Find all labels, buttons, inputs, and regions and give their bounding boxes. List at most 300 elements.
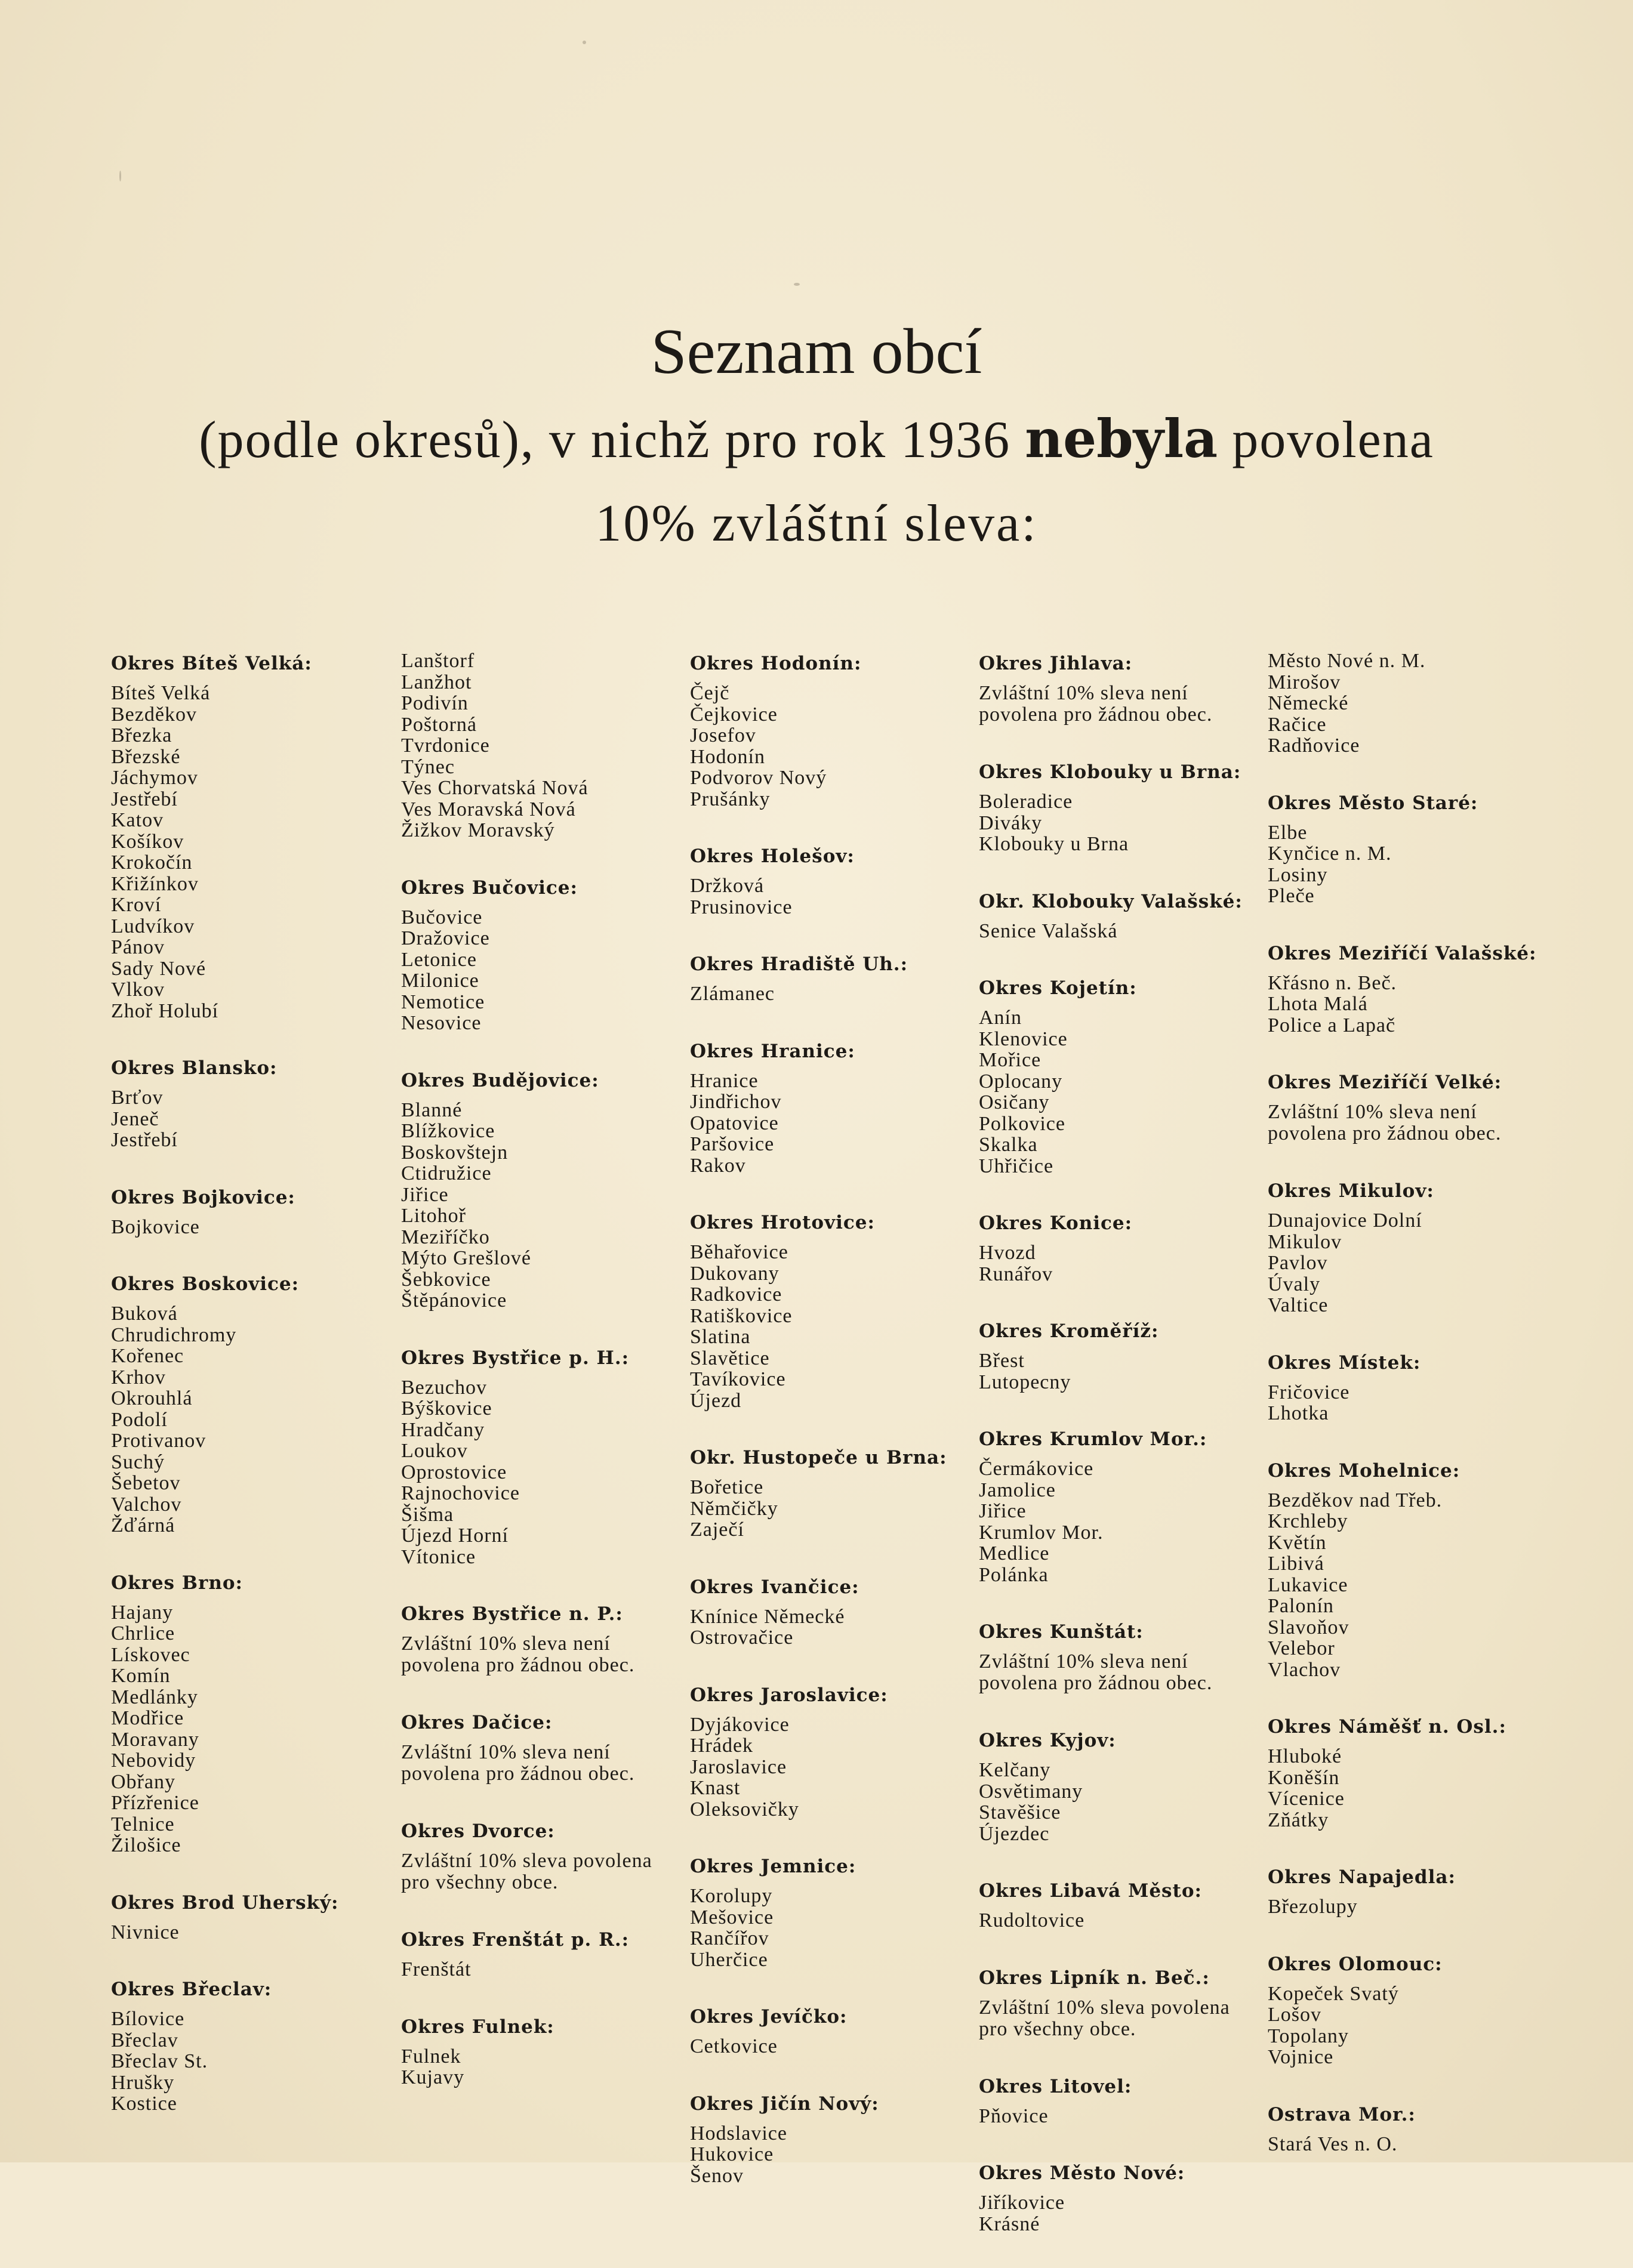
district-block: [1268, 1864, 1548, 1918]
municipality-list: [111, 1922, 392, 1943]
municipality-list: [1268, 1746, 1548, 1831]
municipality-name: Čejkovice: [690, 703, 778, 726]
municipality-name: Vlkov: [111, 979, 165, 1001]
subtitle-start: (podle okresů), v nichž pro rok 1936: [199, 411, 1025, 469]
municipality-list: [111, 2008, 392, 2115]
municipality-list: [979, 1910, 1259, 1931]
municipality-name: Nebovidy: [111, 1749, 196, 1772]
municipality-list: [979, 2106, 1259, 2127]
municipality-name: Březka: [111, 724, 172, 746]
municipality-name: Kostice: [111, 2093, 177, 2115]
municipality-name: Meziříčko: [401, 1226, 490, 1248]
municipality-name: Hukovice: [690, 2143, 774, 2165]
municipality-name: Runářov: [979, 1263, 1053, 1285]
paper-speck: [119, 171, 121, 181]
municipality-name: Blížkovice: [401, 1120, 495, 1142]
municipality-name: Sady Nové: [111, 957, 207, 980]
municipality-name: Květín: [1268, 1531, 1327, 1554]
column-4: [979, 650, 1259, 2268]
district-heading: Okres Bojkovice:: [111, 1186, 295, 1208]
municipality-name: Dukovany: [690, 1262, 779, 1285]
municipality-name: Býškovice: [401, 1397, 492, 1420]
district-block: [1268, 1178, 1548, 1316]
municipality-name: Mikulov: [1268, 1230, 1342, 1253]
municipality-name: Pňovice: [979, 2105, 1049, 2127]
district-block: [979, 1965, 1259, 2040]
municipality-name: Fulnek: [401, 2045, 461, 2068]
municipality-name: Břeclav: [111, 2029, 178, 2051]
municipality-name: Brťov: [111, 1087, 164, 1109]
municipality-name: Kroví: [111, 894, 162, 916]
district-heading: Okres Konice:: [979, 1212, 1133, 1234]
municipality-name: Valchov: [111, 1493, 182, 1516]
municipality-name: Slavětice: [690, 1347, 770, 1369]
municipality-name: Kelčany: [979, 1759, 1051, 1781]
district-block: [690, 2004, 970, 2057]
municipality-name: Milonice: [401, 970, 479, 992]
district-block: [111, 650, 392, 1022]
district-heading: Okres Náměšť n. Osl.:: [1268, 1716, 1506, 1738]
district-block: [1268, 650, 1548, 757]
municipality-name: Polánka: [979, 1563, 1049, 1586]
municipality-name: Dunajovice Dolní: [1268, 1209, 1422, 1232]
municipality-name: Bučovice: [401, 906, 483, 928]
municipality-name: Zlámanec: [690, 983, 775, 1005]
municipality-name: Diváky: [979, 811, 1043, 834]
district-block: [979, 759, 1259, 855]
municipality-name: Pánov: [111, 936, 165, 958]
district-heading: Okres Hradiště Uh.:: [690, 954, 908, 975]
municipality-name: Josefov: [690, 724, 756, 746]
municipality-name: Oleksovičky: [690, 1798, 799, 1820]
municipality-name: Bojkovice: [111, 1215, 200, 1238]
municipality-name: Nivnice: [111, 1921, 180, 1943]
municipality-list: [690, 1477, 970, 1541]
district-heading: Okres Město Nové:: [979, 2162, 1185, 2184]
district-heading: Okres Místek:: [1268, 1351, 1421, 1374]
district-heading: Okres Kunštát:: [979, 1621, 1144, 1643]
municipality-name: Anín: [979, 1007, 1022, 1029]
district-block: [1268, 2102, 1548, 2155]
municipality-name: Bíteš Velká: [111, 682, 211, 704]
subtitle-end: povolena: [1218, 411, 1434, 469]
district-heading: Okres Libavá Město:: [979, 1880, 1202, 1902]
municipality-name: Ratiškovice: [690, 1304, 793, 1327]
municipality-list: [979, 921, 1259, 942]
district-heading: Okres Hodonín:: [690, 653, 862, 674]
district-block: [690, 951, 970, 1005]
municipality-name: Oplocany: [979, 1070, 1063, 1093]
municipality-name: Bezděkov: [111, 703, 197, 726]
municipality-name: Libivá: [1268, 1553, 1324, 1575]
district-block: [690, 1209, 970, 1411]
municipality-name: Jestřebí: [111, 1129, 178, 1151]
district-heading: Okres Krumlov Mor.:: [979, 1428, 1207, 1450]
municipality-name: Rajnochovice: [401, 1482, 520, 1504]
district-heading: Okres Kyjov:: [979, 1730, 1116, 1751]
district-note: Zvláštní 10% sleva povolena pro všechny obce.: [979, 1996, 1230, 2040]
municipality-name: Mirošov: [1268, 671, 1341, 693]
municipality-name: Újezdec: [979, 1822, 1050, 1845]
district-heading: Okres Bystřice n. P.:: [401, 1603, 623, 1625]
district-block: [111, 1890, 392, 1943]
municipality-name: Šebkovice: [401, 1268, 491, 1291]
district-block: [401, 2014, 682, 2088]
district-heading: Okres Hrotovice:: [690, 1212, 875, 1233]
municipality-name: Hodslavice: [690, 2122, 787, 2144]
municipality-name: Úvaly: [1268, 1273, 1321, 1295]
municipality-list: [1268, 1210, 1548, 1316]
municipality-name: Vícenice: [1268, 1788, 1345, 1810]
district-block: [979, 1210, 1259, 1285]
district-block: [979, 888, 1259, 942]
municipality-name: Šišma: [401, 1503, 454, 1526]
district-heading: Okres Meziříčí Velké:: [1268, 1072, 1502, 1093]
district-note: Zvláštní 10% sleva není povolena pro žádnou obec.: [401, 1633, 635, 1676]
municipality-name: Vlachov: [1268, 1658, 1341, 1681]
municipality-name: Hrádek: [690, 1735, 754, 1757]
municipality-name: Lutopecny: [979, 1371, 1071, 1393]
municipality-name: Cetkovice: [690, 2035, 778, 2057]
municipality-list: [111, 1217, 392, 1238]
municipality-list: [979, 1350, 1259, 1393]
municipality-name: Hranice: [690, 1069, 759, 1092]
municipality-name: Boskovštejn: [401, 1141, 509, 1164]
district-block: [690, 650, 970, 810]
municipality-name: Dyjákovice: [690, 1713, 790, 1736]
municipality-name: Korolupy: [690, 1885, 773, 1907]
municipality-name: Chrudichromy: [111, 1323, 237, 1346]
municipality-name: Protivanov: [111, 1430, 207, 1452]
municipality-list: [1268, 650, 1548, 757]
municipality-name: Lošov: [1268, 2004, 1321, 2026]
municipality-name: Chrlice: [111, 1622, 175, 1644]
municipality-name: Křižínkov: [111, 872, 199, 895]
district-heading: Okres Dačice:: [401, 1712, 553, 1733]
district-block: [401, 1601, 682, 1676]
municipality-name: Kynčice n. M.: [1268, 843, 1392, 865]
district-block: [1268, 1350, 1548, 1424]
column-1: [111, 650, 392, 2148]
municipality-name: Stará Ves n. O.: [1268, 2133, 1398, 2155]
municipality-name: Elbe: [1268, 821, 1308, 844]
municipality-list: [111, 683, 392, 1022]
municipality-list: [690, 1886, 970, 1970]
district-heading: Okres Olomouc:: [1268, 1953, 1443, 1975]
district-block: [111, 1976, 392, 2115]
district-note: Zvláštní 10% sleva není povolena pro žádnou obec.: [401, 1741, 635, 1785]
district-block: [1268, 1951, 1548, 2068]
district-heading: Okr. Hustopeče u Brna:: [690, 1447, 947, 1468]
municipality-name: Paršovice: [690, 1133, 775, 1155]
municipality-name: Zaječí: [690, 1519, 744, 1541]
municipality-name: Zňátky: [1268, 1809, 1329, 1831]
district-heading: Okres Holešov:: [690, 846, 855, 867]
municipality-name: Křásno n. Beč.: [1268, 971, 1397, 994]
municipality-name: Pleče: [1268, 885, 1315, 907]
district-block: [1268, 1714, 1548, 1831]
municipality-name: Březské: [111, 745, 181, 768]
municipality-name: Osvětimany: [979, 1780, 1083, 1803]
municipality-list: [690, 1070, 970, 1177]
municipality-name: Bílovice: [111, 2008, 185, 2030]
page-title: Seznam obcí: [651, 316, 982, 387]
municipality-name: Krásné: [979, 2213, 1040, 2235]
municipality-name: Újezd Horní: [401, 1525, 509, 1547]
municipality-name: Lhota Malá: [1268, 993, 1368, 1015]
district-block: [690, 1445, 970, 1541]
district-heading: Okres Ivančice:: [690, 1576, 859, 1598]
municipality-name: Lískovec: [111, 1643, 190, 1666]
municipality-name: Město Nové n. M.: [1268, 650, 1426, 672]
district-block: [690, 843, 970, 918]
municipality-list: [401, 1377, 682, 1568]
district-block: [401, 1345, 682, 1568]
district-heading: Okres Napajedla:: [1268, 1866, 1456, 1888]
district-block: [1268, 1458, 1548, 1681]
municipality-name: Katov: [111, 809, 164, 831]
district-heading: Ostrava Mor.:: [1268, 2103, 1416, 2125]
district-block: [979, 1878, 1259, 1931]
municipality-name: Nemotice: [401, 990, 485, 1013]
municipality-name: Velebor: [1268, 1637, 1335, 1659]
district-heading: Okres Budějovice:: [401, 1069, 599, 1091]
municipality-name: Břeclav St.: [111, 2050, 208, 2072]
municipality-name: Ves Chorvatská Nová: [401, 777, 589, 799]
district-heading: Okres Boskovice:: [111, 1273, 300, 1295]
municipality-name: Šebetov: [111, 1472, 181, 1494]
municipality-name: Ludvíkov: [111, 915, 195, 937]
district-heading: Okres Mikulov:: [1268, 1180, 1434, 1202]
municipality-name: Vítonice: [401, 1545, 476, 1568]
municipality-name: Mořice: [979, 1049, 1042, 1071]
municipality-list: [1268, 1983, 1548, 2068]
municipality-name: Týnec: [401, 755, 455, 778]
municipality-list: [979, 2192, 1259, 2235]
municipality-list: [1268, 1382, 1548, 1424]
municipality-name: Polkovice: [979, 1112, 1065, 1135]
municipality-name: Jiřice: [401, 1183, 449, 1206]
municipality-name: Hajany: [111, 1601, 174, 1624]
municipality-name: Stavěšice: [979, 1801, 1061, 1823]
municipality-name: Košíkov: [111, 830, 184, 853]
district-block: [690, 2091, 970, 2187]
municipality-list: [690, 1242, 970, 1411]
municipality-list: [979, 1007, 1259, 1177]
paper-speck: [794, 283, 800, 286]
district-heading: Okres Břeclav:: [111, 1979, 272, 2000]
page-subtitle: [0, 400, 1633, 479]
district-block: [401, 650, 682, 841]
municipality-name: Ctidružice: [401, 1162, 492, 1184]
municipality-name: Valtice: [1268, 1294, 1329, 1316]
municipality-name: Šenov: [690, 2164, 744, 2187]
municipality-name: Nesovice: [401, 1012, 482, 1034]
district-block: [690, 1682, 970, 1820]
column-2: [401, 650, 682, 2122]
district-heading: Okres Frenštát p. R.:: [401, 1929, 630, 1951]
district-heading: Okres Jemnice:: [690, 1856, 856, 1877]
district-block: [979, 1426, 1259, 1585]
municipality-name: Jindřichov: [690, 1091, 782, 1113]
district-heading: Okres Dvorce:: [401, 1820, 555, 1842]
municipality-name: Bezuchov: [401, 1376, 487, 1399]
column-5: [1268, 650, 1548, 2188]
district-block: [690, 1853, 970, 1970]
municipality-name: Buková: [111, 1303, 178, 1325]
municipality-name: Prušánky: [690, 788, 771, 810]
district-block: [1268, 940, 1548, 1036]
municipality-list: [401, 1100, 682, 1312]
paper-speck: [583, 41, 586, 44]
district-columns: [0, 650, 1633, 2235]
municipality-name: Slavoňov: [1268, 1616, 1349, 1638]
municipality-list: [401, 650, 682, 841]
district-block: [979, 2073, 1259, 2127]
district-heading: Okres Meziříčí Valašské:: [1268, 942, 1537, 964]
municipality-name: Hvozd: [979, 1242, 1036, 1264]
district-heading: Okres Kroměříž:: [979, 1320, 1159, 1342]
municipality-name: Senice Valašská: [979, 919, 1118, 942]
municipality-list: [690, 983, 970, 1005]
municipality-name: Krumlov Mor.: [979, 1521, 1104, 1544]
district-block: [690, 1574, 970, 1649]
municipality-list: [1268, 1490, 1548, 1681]
municipality-name: Tavíkovice: [690, 1368, 786, 1390]
district-note: Zvláštní 10% sleva není povolena pro žádnou obec.: [1268, 1101, 1502, 1144]
municipality-name: Hradčany: [401, 1418, 485, 1441]
district-block: [1268, 1069, 1548, 1144]
municipality-name: Kujavy: [401, 2066, 465, 2088]
municipality-list: [979, 1760, 1259, 1844]
municipality-name: Lukavice: [1268, 1573, 1348, 1596]
district-heading: Okres Jihlava:: [979, 653, 1133, 674]
district-heading: Okres Bučovice:: [401, 877, 578, 899]
district-block: [111, 1271, 392, 1536]
municipality-name: Palonín: [1268, 1595, 1334, 1617]
municipality-name: Rakov: [690, 1154, 746, 1177]
municipality-name: Jáchymov: [111, 767, 198, 789]
municipality-name: Skalka: [979, 1134, 1038, 1156]
municipality-name: Okrouhlá: [111, 1387, 193, 1409]
municipality-name: Vojnice: [1268, 2046, 1334, 2068]
municipality-name: Čermákovice: [979, 1458, 1094, 1480]
municipality-name: Lanžhot: [401, 671, 472, 693]
title-block: [0, 310, 1633, 563]
district-block: [979, 975, 1259, 1177]
municipality-name: Žilošice: [111, 1834, 181, 1856]
municipality-list: [111, 1602, 392, 1856]
district-block: [401, 875, 682, 1034]
municipality-name: Loukov: [401, 1440, 468, 1462]
district-heading: Okres Kojetín:: [979, 977, 1137, 999]
district-heading: Okres Brod Uherský:: [111, 1891, 339, 1914]
municipality-name: Újezd: [690, 1389, 742, 1412]
district-heading: Okres Jičín Nový:: [690, 2093, 879, 2115]
municipality-list: [111, 1303, 392, 1536]
municipality-name: Držková: [690, 875, 765, 897]
district-block: [401, 1067, 682, 1312]
municipality-name: Fričovice: [1268, 1381, 1350, 1403]
municipality-name: Březolupy: [1268, 1896, 1358, 1918]
municipality-name: Jamolice: [979, 1479, 1056, 1501]
district-note: Zvláštní 10% sleva není povolena pro žádnou obec.: [979, 682, 1213, 726]
district-block: [1268, 790, 1548, 907]
municipality-name: Letonice: [401, 948, 477, 971]
municipality-name: Ostrovačice: [690, 1627, 794, 1649]
municipality-name: Čejč: [690, 682, 730, 704]
municipality-name: Knínice Německé: [690, 1605, 845, 1628]
municipality-name: Německé: [1268, 692, 1349, 714]
district-block: [690, 1038, 970, 1177]
municipality-name: Litohoř: [401, 1205, 466, 1227]
municipality-name: Bořetice: [690, 1476, 764, 1498]
municipality-name: Uhřičice: [979, 1155, 1054, 1177]
municipality-name: Němčičky: [690, 1497, 778, 1520]
district-block: [979, 2160, 1259, 2235]
municipality-list: [979, 791, 1259, 855]
municipality-name: Blanné: [401, 1098, 463, 1121]
municipality-name: Přízřenice: [111, 1792, 199, 1814]
municipality-name: Krhov: [111, 1366, 166, 1388]
municipality-list: [401, 2046, 682, 2088]
district-heading: Okres Hranice:: [690, 1040, 855, 1062]
municipality-name: Běhařovice: [690, 1241, 788, 1263]
district-block: [111, 1055, 392, 1151]
municipality-name: Podvorov Nový: [690, 767, 827, 789]
municipality-name: Štěpánovice: [401, 1289, 507, 1312]
municipality-list: [690, 2123, 970, 2187]
district-heading: Okres Klobouky u Brna:: [979, 761, 1241, 783]
municipality-name: Zhoř Holubí: [111, 999, 219, 1022]
municipality-list: [401, 1959, 682, 1980]
municipality-name: Uherčice: [690, 1948, 768, 1971]
municipality-name: Hluboké: [1268, 1745, 1342, 1767]
district-block: [979, 1318, 1259, 1393]
district-heading: Okres Mohelnice:: [1268, 1459, 1461, 1482]
district-block: [401, 1927, 682, 1980]
municipality-list: [979, 1458, 1259, 1585]
municipality-name: Břest: [979, 1350, 1025, 1372]
municipality-name: Suchý: [111, 1451, 165, 1473]
municipality-list: [1268, 2134, 1548, 2155]
municipality-name: Bezděkov nad Třeb.: [1268, 1489, 1443, 1511]
district-heading: Okr. Klobouky Valašské:: [979, 890, 1243, 912]
municipality-name: Žižkov Moravský: [401, 819, 555, 841]
municipality-list: [979, 1242, 1259, 1285]
municipality-name: Poštorná: [401, 713, 477, 736]
column-3: [690, 650, 970, 2220]
municipality-name: Knast: [690, 1777, 741, 1799]
municipality-name: Obřany: [111, 1770, 175, 1793]
municipality-list: [690, 683, 970, 810]
district-block: [979, 650, 1259, 726]
municipality-name: Kopeček Svatý: [1268, 1982, 1399, 2005]
district-block: [401, 1710, 682, 1785]
page-subtitle-line3: 10% zvláštní sleva:: [595, 495, 1038, 553]
district-note: Zvláštní 10% sleva není povolena pro žádnou obec.: [979, 1650, 1213, 1694]
municipality-list: [690, 2036, 970, 2057]
district-block: [979, 1727, 1259, 1844]
municipality-name: Pavlov: [1268, 1252, 1328, 1274]
municipality-name: Lhotka: [1268, 1402, 1329, 1424]
district-heading: Okres Bystřice p. H.:: [401, 1347, 630, 1369]
municipality-name: Ves Moravská Nová: [401, 798, 576, 820]
municipality-name: Prusinovice: [690, 896, 793, 918]
municipality-name: Jiřice: [979, 1500, 1027, 1522]
municipality-name: Mýto Grešlové: [401, 1247, 531, 1269]
municipality-list: [690, 1606, 970, 1649]
